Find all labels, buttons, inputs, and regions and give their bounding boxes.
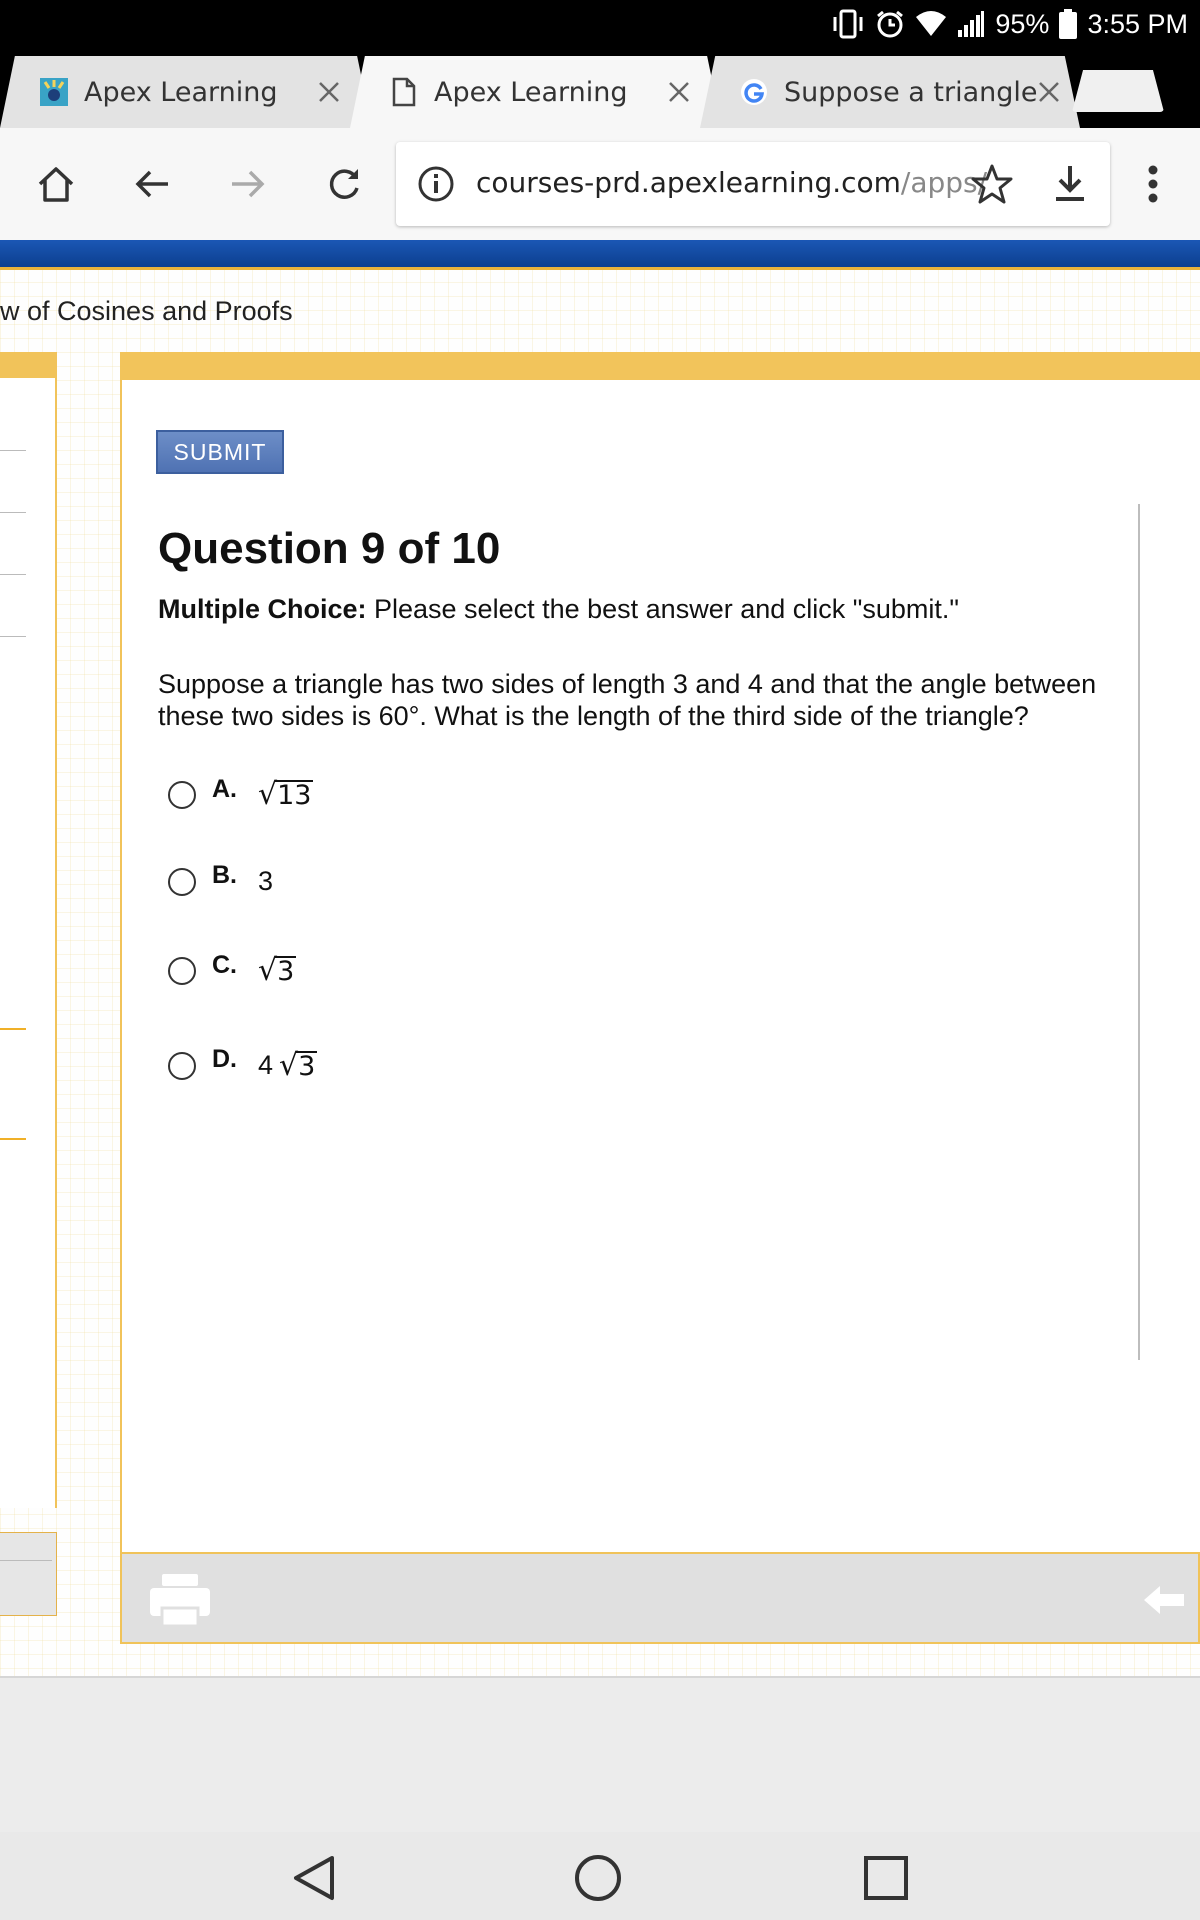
info-icon[interactable] [416,164,456,204]
tab-title: Apex Learning [84,76,278,108]
choice-letter: C. [212,950,237,979]
url-path: /apps/ [900,166,988,199]
document-icon [390,78,418,106]
sidebar-box [0,378,57,1508]
radicand: 3 [277,956,295,987]
choice-c[interactable] [168,950,296,989]
nav-back-icon[interactable] [286,1850,342,1906]
choice-letter: D. [212,1045,237,1073]
page-footer [0,1678,1200,1832]
bookmark-star-icon[interactable] [970,162,1014,206]
battery-percent: 95% [995,8,1050,39]
question-card [120,380,1200,1552]
alarm-icon [875,9,905,39]
choice-d[interactable] [168,1045,317,1083]
question-text: Suppose a triangle has two sides of length 3 and 4 and that the angle between these two sides is 60°. What is the length of the third side of the triangle? [158,669,1097,731]
back-icon[interactable] [124,156,180,212]
apex-logo-icon [40,78,68,106]
vibrate-icon [831,9,865,39]
battery-icon [1059,9,1077,39]
print-icon[interactable] [148,1572,212,1628]
header-band [0,240,1200,270]
sidebar-footer [0,1532,57,1616]
tab-title: Suppose a triangle [784,76,1038,108]
reload-icon[interactable] [316,156,372,212]
choice-letter: A. [212,774,237,803]
square-root: √ 3 [279,1048,316,1083]
download-icon[interactable] [1048,162,1092,206]
square-root: √ 3 [258,953,295,989]
home-icon[interactable] [28,156,84,212]
google-icon [740,78,768,106]
radio-button[interactable] [168,781,196,809]
choice-a[interactable] [168,774,313,813]
url-host: courses-prd.apexlearning.com [476,166,901,199]
coefficient: 4 [258,1050,274,1080]
system-nav-bar [0,1832,1200,1920]
question-title: Question 9 of 10 [158,524,501,573]
overflow-menu-icon[interactable] [1128,156,1178,212]
mc-instructions: Please select the best answer and click "submit." [366,594,959,624]
url-text [476,166,988,199]
choice-b[interactable] [168,861,274,897]
close-tab-icon[interactable] [664,77,694,107]
choice-answer: 3 [258,866,274,896]
radio-button[interactable] [168,868,196,896]
left-sidebar-panel [0,352,57,1746]
choice-answer [258,777,313,813]
unit-title: w of Cosines and Proofs [0,296,293,326]
nav-recents-icon[interactable] [858,1850,914,1906]
choice-answer [258,1050,317,1081]
address-bar[interactable] [396,142,1110,226]
clock: 3:55 PM [1087,8,1188,39]
new-tab-button[interactable] [1072,70,1164,112]
previous-arrow-icon[interactable] [1142,1584,1186,1616]
tab-suppose-a-triangle[interactable] [700,56,1080,128]
nav-home-icon[interactable] [570,1850,626,1906]
radio-button[interactable] [168,957,196,985]
choice-letter: B. [212,861,237,889]
bottom-tool-bar [120,1552,1200,1644]
radicand: 3 [298,1050,316,1082]
web-page [0,240,1200,1832]
submit-button[interactable]: SUBMIT [156,430,284,474]
instructions [158,594,959,625]
tab-apex-learning-1[interactable] [0,56,372,128]
mc-label: Multiple Choice: [158,594,367,624]
close-tab-icon[interactable] [314,77,344,107]
choice-answer [258,953,296,989]
wifi-icon [915,11,947,37]
question-panel [120,352,1200,1752]
square-root: √ 13 [258,777,312,813]
close-tab-icon[interactable] [1038,77,1060,107]
radicand: 13 [277,780,312,811]
forward-icon[interactable] [220,156,276,212]
tab-title: Apex Learning [434,76,628,108]
tab-apex-learning-2[interactable] [350,56,722,128]
status-bar [0,0,1200,48]
tab-strip [0,48,1200,128]
radio-button[interactable] [168,1052,196,1080]
browser-toolbar [0,128,1200,240]
signal-icon [957,10,985,38]
